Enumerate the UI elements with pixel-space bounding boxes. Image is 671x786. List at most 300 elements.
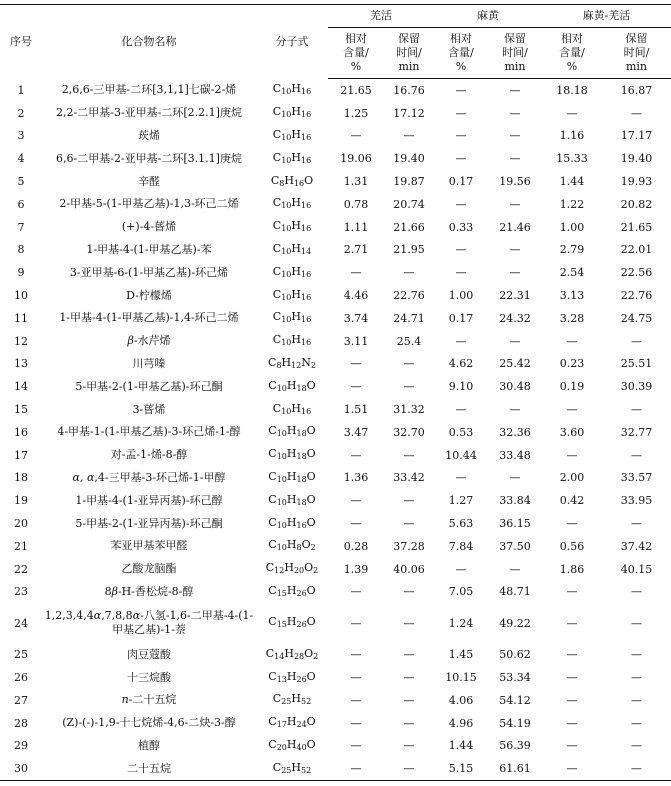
cell-qh-content: 3.47 [343,425,369,439]
cell-mh-time: — [509,471,521,485]
cell-mh-time: 50.62 [499,648,531,662]
cell-qh-content: — [350,616,362,630]
cell-qh-time: — [403,671,415,685]
cell-mh-time: 36.15 [499,517,531,531]
cell-mq-time: — [631,106,642,120]
cell-compound-name: 1,2,3,4,4α,7,8,8α-八氢-1,6-二甲基-4-(1-甲基乙基)-1-萘 [44,609,254,637]
cell-seq: 13 [14,357,28,371]
header-seq: 序号 [10,34,32,48]
cell-qh-content: — [350,739,362,753]
cell-compound-name: 4-甲基-1-(1-甲基乙基)-3-环己烯-1-醇 [57,425,241,439]
cell-qh-time: 21.95 [393,243,425,257]
cell-formula: $C_{10}H_{16}$ [272,264,312,279]
table-row [0,216,671,239]
cell-mq-time: 25.51 [620,357,653,371]
cell-mq-time: 19.93 [620,175,653,189]
table-row [0,170,671,193]
cell-qh-content: 3.74 [343,311,369,325]
cell-qh-content: 0.78 [343,197,369,211]
header-group-mahuang: 麻黄 [434,5,542,28]
cell-mq-content: — [566,693,578,707]
cell-mq-content: — [566,671,578,685]
cell-formula: $C_{10}H_{16}$ [272,82,312,97]
cell-formula: $C_{10}H_{16}$ [272,401,312,416]
cell-mh-time: 30.48 [499,380,531,394]
cell-mh-time: 32.36 [499,425,531,439]
table-row [0,239,671,262]
table-row [0,353,671,376]
cell-qh-time: 22.76 [393,289,425,303]
cell-mh-content: — [455,83,467,97]
cell-formula: $C_{13}H_{26}O$ [268,669,316,684]
cell-mq-time: 16.87 [620,83,653,97]
cell-qh-time: 16.76 [393,83,425,97]
cell-qh-time: — [403,648,415,662]
cell-qh-content: — [350,762,362,776]
cell-formula: $C_8H_{16}O$ [270,173,314,188]
cell-mq-time: — [631,671,642,685]
table-row [0,398,671,421]
cell-seq: 25 [14,648,28,662]
cell-mq-content: 1.44 [559,175,585,189]
cell-mh-content: 4.06 [448,693,474,707]
cell-seq: 14 [14,380,28,394]
cell-mq-time: — [631,762,642,776]
cell-qh-content: — [350,448,362,462]
cell-mh-time: 49.22 [499,616,531,630]
table-row [0,735,671,758]
cell-qh-content: 4.46 [343,289,369,303]
subheader-rel-content: 相对 含量/ % [434,28,488,79]
cell-seq: 20 [14,517,28,531]
cell-compound-name: α, α,4-三甲基-3-环己烯-1-甲醇 [72,470,226,484]
table-row [0,689,671,712]
cell-qh-content: 1.11 [343,220,369,234]
cell-compound-name: 川芎嗪 [132,356,166,370]
cell-formula: $C_{12}H_{20}O_2$ [265,561,319,576]
cell-compound-name: (+)-4-蒈烯 [121,220,177,234]
cell-mh-content: — [455,334,467,348]
table-row [0,489,671,512]
table-row [0,467,671,490]
cell-mq-time: — [631,716,642,730]
cell-compound-name: 肉豆蔻酸 [127,647,171,661]
cell-qh-content: 1.39 [343,562,369,576]
cell-mq-content: 0.42 [559,494,585,508]
subheader-ret-time: 保留 时间/ min [602,28,671,79]
cell-mq-content: 1.86 [559,562,585,576]
cell-compound-name: 辛醛 [138,174,160,188]
cell-mq-time: — [631,739,642,753]
cell-seq: 12 [14,334,28,348]
cell-qh-content: — [350,517,362,531]
table-row [0,512,671,535]
cell-qh-time: 21.66 [393,220,425,234]
cell-mh-content: 0.17 [448,311,474,325]
cell-qh-time: 37.28 [393,539,425,553]
cell-mh-time: 21.46 [499,220,531,234]
cell-mq-content: — [566,585,578,599]
cell-mh-time: 19.56 [499,175,531,189]
cell-mh-content: 7.84 [448,539,474,553]
cell-mh-time: 33.48 [499,448,531,462]
cell-mq-content: 2.79 [559,243,585,257]
cell-qh-content: 1.25 [343,106,369,120]
cell-qh-content: — [350,380,362,394]
cell-compound-name: 1-甲基-4-(1-甲基乙基)-苯 [86,242,212,256]
cell-mh-content: — [455,266,467,280]
cell-mh-content: — [455,562,467,576]
cell-mh-time: 48.71 [499,585,531,599]
cell-compound-name: 二十五烷 [127,761,171,775]
cell-seq: 1 [17,83,25,97]
cell-mq-content: 2.00 [559,471,585,485]
cell-mh-content: — [455,403,467,417]
compounds-table [0,4,671,781]
cell-qh-content: 19.06 [340,152,372,166]
cell-qh-time: — [403,129,415,143]
cell-qh-content: — [350,716,362,730]
cell-compound-name: 2,6,6-三甲基-二环[3,1,1]七碳-2-烯 [61,83,237,97]
cell-mh-content: 0.17 [448,175,474,189]
cell-formula: $C_{17}H_{24}O$ [268,715,316,730]
table-row [0,307,671,330]
cell-mh-time: 22.31 [499,289,531,303]
cell-mq-content: 2.54 [559,266,585,280]
cell-mq-time: 32.77 [620,425,653,439]
cell-compound-name: 6,6-二甲基-2-亚甲基-二环[3.1.1]庚烷 [56,151,242,165]
cell-compound-name: 植醇 [138,738,160,752]
cell-formula: $C_{25}H_{52}$ [272,760,312,775]
cell-mh-time: 33.84 [499,494,531,508]
cell-formula: $C_{10}H_{18}O$ [268,469,316,484]
cell-formula: $C_{10}H_{16}$ [272,219,312,234]
cell-mh-content: — [455,243,467,257]
cell-seq: 16 [14,425,28,439]
cell-qh-time: — [403,693,415,707]
cell-compound-name: β-水芹烯 [127,334,171,348]
cell-qh-time: 31.32 [393,403,425,417]
table-row [0,147,671,170]
cell-formula: $C_{10}H_{16}$ [272,310,312,325]
cell-mq-content: 0.19 [559,380,585,394]
cell-mq-time: — [631,334,642,348]
cell-mh-time: — [509,83,521,97]
cell-seq: 19 [14,494,28,508]
table-row [0,79,671,102]
cell-formula: $C_{10}H_{18}O$ [268,424,316,439]
subheader-ret-time: 保留 时间/ min [384,28,434,79]
cell-mh-content: 4.96 [448,716,474,730]
subheader-ret-time: 保留 时间/ min [488,28,542,79]
cell-mh-time: 53.34 [499,671,531,685]
cell-seq: 8 [17,243,25,257]
header-formula: 分子式 [275,34,309,48]
cell-mq-time: 37.42 [620,539,653,553]
cell-qh-content: 3.11 [343,334,369,348]
cell-formula: $C_{10}H_{16}$ [272,127,312,142]
table-row [0,421,671,444]
cell-formula: $C_{15}H_{26}O$ [268,583,316,598]
cell-seq: 2 [17,106,25,120]
cell-qh-content: — [350,671,362,685]
cell-compound-name: (Z)-(-)-1,9-十七烷烯-4,6-二炔-3-醇 [62,716,236,730]
cell-mq-content: 1.16 [559,129,585,143]
cell-qh-time: 32.70 [393,425,425,439]
cell-mq-time: 21.65 [620,220,653,234]
cell-formula: $C_{14}H_{28}O_2$ [265,646,319,661]
cell-qh-time: — [403,616,415,630]
cell-mh-content: — [455,106,467,120]
cell-formula: $C_{10}H_{16}O$ [268,515,316,530]
cell-compound-name: 1-甲基-4-(1-甲基乙基)-1,4-环己二烯 [59,311,239,325]
cell-mq-time: — [631,693,642,707]
cell-formula: $C_8H_{12}N_2$ [267,355,316,370]
cell-mh-time: 56.39 [499,739,531,753]
cell-mh-time: — [509,129,521,143]
cell-mq-content: 18.18 [556,83,588,97]
cell-mh-content: 1.44 [448,739,474,753]
cell-qh-time: — [403,716,415,730]
table-row [0,712,671,735]
cell-mh-content: 5.63 [448,517,474,531]
cell-seq: 6 [17,197,25,211]
cell-mq-time: 30.39 [620,380,653,394]
cell-mq-time: 33.57 [620,471,653,485]
table-row [0,757,671,780]
cell-qh-time: 25.4 [396,334,422,348]
cell-qh-content: 21.65 [340,83,372,97]
cell-compound-name: 2-甲基-5-(1-甲基乙基)-1,3-环己二烯 [59,197,239,211]
cell-compound-name: 5-甲基-2-(1-亚异丙基)-环己酮 [75,516,223,530]
cell-formula: $C_{15}H_{26}O$ [268,615,316,630]
cell-mq-content: 1.00 [559,220,585,234]
cell-qh-time: 17.12 [393,106,425,120]
cell-seq: 10 [14,289,28,303]
cell-mq-time: 24.75 [620,311,653,325]
cell-compound-name: 对-孟-1-烯-8-醇 [110,448,188,462]
cell-mq-time: 33.95 [620,494,653,508]
cell-mq-time: — [631,517,642,531]
cell-mq-content: — [566,106,578,120]
cell-qh-content: — [350,129,362,143]
cell-mq-content: 15.33 [556,152,588,166]
table-row [0,330,671,353]
table-row [0,558,671,581]
cell-formula: $C_{10}H_{16}$ [272,196,312,211]
cell-seq: 17 [14,448,28,462]
cell-compound-name: 8β-H-香松烷-8-醇 [104,584,194,598]
cell-mh-content: 1.00 [448,289,474,303]
cell-qh-time: 24.71 [393,311,425,325]
cell-mq-content: — [566,517,578,531]
cell-mq-time: 22.76 [620,289,653,303]
cell-formula: $C_{20}H_{40}O$ [268,737,316,752]
cell-qh-time: — [403,494,415,508]
cell-formula: $C_{10}H_{18}O$ [268,447,316,462]
cell-seq: 21 [14,539,28,553]
cell-mh-content: — [455,197,467,211]
table-row [0,284,671,307]
cell-seq: 27 [14,693,28,707]
cell-qh-time: — [403,739,415,753]
cell-mh-time: 37.50 [499,539,531,553]
cell-mq-content: — [566,334,578,348]
cell-formula: $C_{10}H_{18}O$ [268,378,316,393]
cell-mq-time: — [631,616,642,630]
cell-mq-time: — [631,648,642,662]
cell-mh-content: 5.15 [448,762,474,776]
cell-mq-time: — [631,403,642,417]
cell-seq: 26 [14,671,28,685]
cell-seq: 5 [17,175,25,189]
cell-mq-content: 3.28 [559,311,585,325]
header-group-qianghuo: 羌活 [328,5,434,28]
cell-qh-content: 1.31 [343,175,369,189]
cell-qh-content: — [350,585,362,599]
cell-seq: 3 [17,129,25,143]
cell-qh-time: 33.42 [393,471,425,485]
cell-formula: $C_{10}H_{18}O$ [268,492,316,507]
cell-seq: 9 [17,266,25,280]
cell-compound-name: 苯亚甲基苯甲醛 [110,539,188,553]
cell-mh-content: 1.45 [448,648,474,662]
cell-qh-time: — [403,357,415,371]
cell-qh-content: — [350,494,362,508]
cell-mh-content: 1.27 [448,494,474,508]
table-row [0,643,671,666]
cell-compound-name: 1-甲基-4-(1-亚异丙基)-环己醇 [75,493,223,507]
table-row [0,261,671,284]
cell-seq: 24 [14,616,28,630]
cell-formula: $C_{10}H_{16}$ [272,333,312,348]
cell-formula: $C_{10}H_{14}$ [272,241,312,256]
cell-formula: $C_{25}H_{52}$ [272,692,312,707]
cell-mq-time: 20.82 [620,197,653,211]
cell-compound-name: 乙酸龙脑酯 [121,562,177,576]
cell-compound-name: 3-蒈烯 [132,402,166,416]
cell-mq-time: — [631,585,642,599]
cell-mh-content: — [455,471,467,485]
cell-compound-name: 3-亚甲基-6-(1-甲基乙基)-环己烯 [69,265,229,279]
cell-qh-content: — [350,648,362,662]
cell-mq-content: 0.56 [559,539,585,553]
cell-qh-time: — [403,762,415,776]
cell-qh-content: 1.51 [343,403,369,417]
table-row [0,102,671,125]
cell-compound-name: n-二十五烷 [121,693,177,707]
cell-compound-name: 2,2-二甲基-3-亚甲基-二环[2.2.1]庚烷 [56,106,242,120]
cell-seq: 7 [17,220,25,234]
cell-qh-time: — [403,380,415,394]
table-row [0,603,671,643]
cell-mh-content: 10.15 [445,671,477,685]
cell-seq: 29 [14,739,28,753]
cell-mq-time: 22.01 [620,243,653,257]
cell-mq-time: 40.15 [620,562,653,576]
cell-seq: 28 [14,716,28,730]
cell-qh-content: — [350,693,362,707]
cell-mh-content: 4.62 [448,357,474,371]
cell-mq-time: 17.17 [620,129,653,143]
cell-mh-content: 7.05 [448,585,474,599]
cell-seq: 23 [14,585,28,599]
cell-mh-time: — [509,266,521,280]
cell-mh-time: 54.12 [499,693,531,707]
cell-mh-time: 24.32 [499,311,531,325]
table-row [0,375,671,398]
cell-mq-time: — [631,448,642,462]
table-row [0,535,671,558]
table-row [0,444,671,467]
cell-seq: 30 [14,762,28,776]
cell-mh-content: 1.24 [448,616,474,630]
cell-qh-time: 40.06 [393,562,425,576]
cell-qh-content: 1.36 [343,471,369,485]
cell-qh-content: — [350,357,362,371]
cell-qh-time: 19.40 [393,152,425,166]
cell-mh-time: 54.19 [499,716,531,730]
cell-qh-content: 0.28 [343,539,369,553]
subheader-rel-content: 相对 含量/ % [328,28,384,79]
cell-mq-content: 3.13 [559,289,585,303]
cell-seq: 22 [14,562,28,576]
cell-formula: $C_{10}H_{16}$ [272,150,312,165]
cell-mh-content: 9.10 [448,380,474,394]
cell-mq-content: — [566,716,578,730]
header-name: 化合物名称 [121,34,177,48]
cell-qh-time: — [403,517,415,531]
cell-mq-time: 22.56 [620,266,653,280]
cell-qh-time: — [403,266,415,280]
cell-formula: $C_{10}H_8O_2$ [268,538,316,553]
cell-mh-content: 0.53 [448,425,474,439]
cell-mq-content: — [566,762,578,776]
cell-seq: 4 [17,152,25,166]
cell-qh-time: — [403,585,415,599]
cell-seq: 18 [14,471,28,485]
cell-formula: $C_{10}H_{16}$ [272,287,312,302]
cell-mq-content: — [566,739,578,753]
cell-compound-name: 十三烷酸 [127,670,171,684]
cell-mh-content: 0.33 [448,220,474,234]
cell-mh-time: — [509,152,521,166]
cell-qh-time: — [403,448,415,462]
cell-mh-time: — [509,197,521,211]
cell-seq: 15 [14,403,28,417]
cell-mq-time: 19.40 [620,152,653,166]
cell-qh-time: 20.74 [393,197,425,211]
cell-mq-content: 0.23 [559,357,585,371]
cell-mq-content: — [566,403,578,417]
cell-mq-content: — [566,448,578,462]
table-row [0,666,671,689]
cell-compound-name: 5-甲基-2-(1-甲基乙基)-环己酮 [75,379,223,393]
cell-qh-content: 2.71 [343,243,369,257]
header-group-mahuang-qianghuo: 麻黄-羌活 [542,5,671,28]
table-row [0,193,671,216]
cell-mh-time: 25.42 [499,357,531,371]
cell-qh-content: — [350,266,362,280]
cell-mq-content: — [566,648,578,662]
cell-qh-time: 19.87 [393,175,425,189]
cell-compound-name: D-柠檬烯 [126,288,172,302]
cell-seq: 11 [14,311,28,325]
table-body [0,79,671,781]
cell-formula: $C_{10}H_{16}$ [272,105,312,120]
cell-mh-time: 61.61 [499,762,531,776]
cell-mh-content: — [455,152,467,166]
